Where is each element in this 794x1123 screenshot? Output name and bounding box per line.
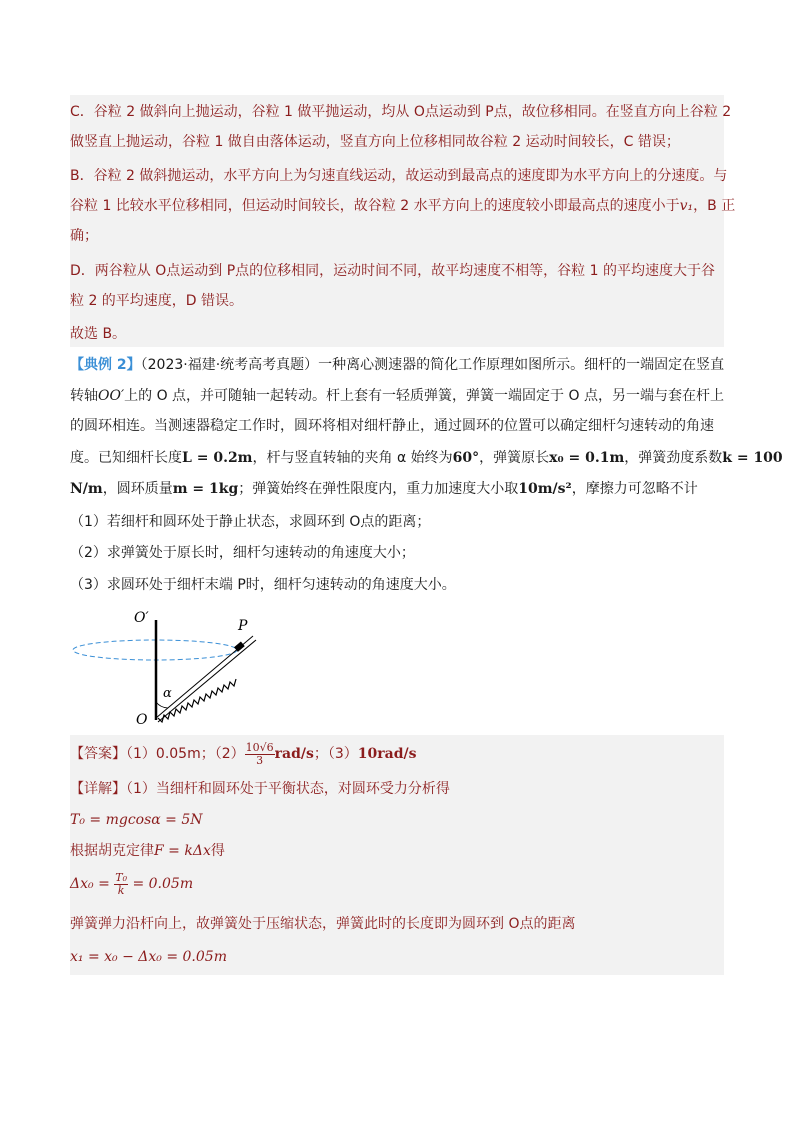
example-line-1 — [70, 351, 724, 379]
eq2-denominator: k — [117, 883, 125, 897]
example-l5-text-c: ，摩擦力可忽略不计 — [571, 481, 698, 497]
solution-line-c1: C．谷粒 2 做斜向上抛运动，谷粒 1 做平抛运动，均从 O点运动到 P点，故位移相同。在竖直方向上谷粒 2 — [70, 104, 732, 120]
label-o: O — [136, 712, 148, 728]
spring-length-value: x₀ = 0.1m — [549, 450, 625, 466]
centrifuge-diagram — [70, 610, 270, 730]
angle-value: 60° — [452, 450, 480, 466]
solution-choice: 故选 B。 — [70, 326, 127, 342]
hooke-law-formula: F = kΔx — [154, 843, 211, 859]
question-1: （1）若细杆和圆环处于静止状态，求圆环到 O点的距离； — [70, 514, 431, 530]
rod-length-value: L = 0.2m — [182, 450, 253, 466]
example-l4-text-d: ，弹簧劲度系数 — [624, 450, 723, 466]
answer-fraction-numerator: 10√6 — [245, 740, 274, 754]
example-line-3: 的圆环相连。当测速器稳定工作时，圆环将相对细杆静止，通过圆环的位置可以确定细杆匀速转动的角速 — [70, 418, 714, 434]
answer-tag: 【答案】 — [70, 746, 126, 762]
example-l5-text-b: ；弹簧始终在弹性限度内，重力加速度大小取 — [238, 481, 519, 497]
example-line-5 — [70, 475, 724, 503]
question-3: （3）求圆环处于细杆末端 P时，细杆匀速转动的角速度大小。 — [70, 577, 456, 593]
solution-b2-end: ，B 正 — [693, 198, 736, 214]
angle-arc — [156, 702, 168, 708]
equation-tension: T₀ = mgcosα = 5N — [70, 812, 203, 828]
solution-line-b2 — [70, 192, 736, 220]
solution-line-d1: D．两谷粒从 O点运动到 P点的位移相同，运动时间不同，故平均速度不相等，谷粒 1 的平均速度大于谷 — [70, 263, 715, 279]
solution-line-b3: 确； — [70, 228, 98, 244]
detail-l2-text-b: 得 — [210, 843, 225, 859]
label-p: P — [238, 618, 248, 634]
example-l5-text-a: ，圆环质量 — [102, 481, 173, 497]
answer-fraction-denominator: 3 — [256, 753, 264, 767]
example-l2-text-b: 上的 O 点，并可随轴一起转动。杆上套有一轻质弹簧，弹簧一端固定于 O 点，另一端与套在杆上 — [124, 388, 724, 404]
example-tag: 【典例 2】 — [70, 357, 141, 373]
example-l4-text-b: ，杆与竖直转轴的夹角 α 始终为 — [252, 450, 453, 466]
detail-l1-text: （1）当细杆和圆环处于平衡状态，对圆环受力分析得 — [126, 781, 450, 797]
solution-b2-v1: v₁ — [679, 198, 694, 214]
answer-unit: rad/s — [274, 746, 314, 762]
detail-line-1 — [70, 775, 724, 803]
example-line-2 — [70, 382, 724, 410]
answer-part-3-label: ；（3） — [313, 746, 358, 762]
answer-part-1: （1）0.05m；（2） — [126, 746, 245, 762]
answer-line — [70, 740, 724, 768]
answer-part-3-value: 10rad/s — [357, 746, 417, 762]
detail-l2-text-a: 根据胡克定律 — [70, 843, 154, 859]
solution-line-b1: B．谷粒 2 做斜抛运动，水平方向上为匀速直线运动，故运动到最高点的速度即为水平方向上的分速度。与 — [70, 168, 728, 184]
rod-lower-edge — [158, 640, 256, 722]
label-o-prime: O′ — [134, 610, 149, 626]
solution-line-c2: 做竖直上抛运动，谷粒 1 做自由落体运动，竖直方向上位移相同故谷粒 2 运动时间较长，C 错误； — [70, 134, 680, 150]
detail-tag: 【详解】 — [70, 781, 126, 797]
equation-ring-distance: x₁ = x₀ − Δx₀ = 0.05m — [70, 949, 227, 965]
solution-line-d2: 粒 2 的平均速度，D 错误。 — [70, 293, 244, 309]
eq2-lhs: Δx₀ = — [70, 876, 110, 892]
question-2: （2）求弹簧处于原长时，细杆匀速转动的角速度大小； — [70, 545, 415, 561]
equation-compression — [70, 867, 724, 901]
solution-b2-text: 谷粒 1 比较水平位移相同，但运动时间较长，故谷粒 2 水平方向上的速度较小即最高点的速度小于 — [70, 198, 680, 214]
eq2-fraction — [114, 872, 128, 897]
ring-mass-value: m = 1kg — [172, 481, 239, 497]
eq2-rhs: = 0.05m — [132, 876, 194, 892]
example-l4-text-c: ，弹簧原长 — [479, 450, 550, 466]
label-alpha: α — [163, 686, 172, 701]
answer-fraction — [245, 742, 275, 767]
spring-constant-value: k = 100 — [722, 450, 783, 466]
spring-constant-unit: N/m — [70, 481, 103, 497]
example-l1-text: （2023·福建·统考高考真题）一种离心测速器的简化工作原理如图所示。细杆的一端固定在竖直 — [140, 357, 725, 373]
example-line-4 — [70, 444, 783, 472]
example-l4-text-a: 度。已知细杆长度 — [70, 450, 182, 466]
gravity-value: 10m/s² — [518, 481, 572, 497]
eq2-numerator: T₀ — [115, 870, 128, 884]
detail-line-compressed: 弹簧弹力沿杆向上，故弹簧处于压缩状态，弹簧此时的长度即为圆环到 O点的距离 — [70, 916, 576, 932]
example-l2-text-a: 转轴 — [70, 388, 98, 404]
detail-line-hooke — [70, 837, 724, 865]
axis-symbol: OO′ — [98, 388, 125, 404]
